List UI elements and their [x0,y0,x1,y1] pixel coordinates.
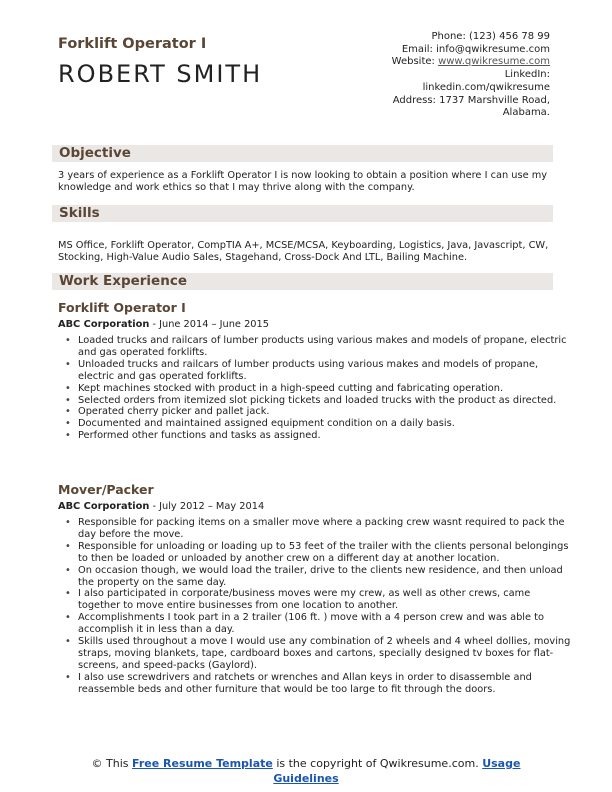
job-1-dates: - June 2014 – June 2015 [149,319,269,330]
skills-text: MS Office, Forklift Operator, CompTIA A+, MCSE/MCSA, Keyboarding, Logistics, Java, Javascript, CW, Stocking, High-Value Audio Sales, Stagehand, Cross-Dock And LTL, Bailing Machine. [58,240,549,263]
list-item: • I also use screwdrivers and ratchets or wrenches and Allan keys in order to disassemble and reassemble beds and other furniture that would be too large to fit through the doors. [78,672,571,696]
list-item: • Skills used throughout a move I would use any combination of 2 wheels and 4 wheel dollies, moving straps, moving blankets, tape, cardboard boxes and cartons, specially designed tv boxes for flat-screens, and speed-packs (Gaylord). [78,636,571,672]
job-1-company: ABC Corporation [58,319,150,330]
contact-linkedin-label: LinkedIn: [504,69,550,81]
list-item: • Kept machines stocked with product in a high-speed cutting and fabricating operation. [78,383,571,395]
usage-guidelines-link[interactable]: Usage Guidelines [273,757,521,785]
job-2-dates: - July 2012 – May 2014 [149,501,265,512]
job-title: Forklift Operator I [58,36,207,52]
list-item: • Responsible for unloading or loading up to 53 feet of the trailer with the clients personal belongings to then be loaded or unloaded by another crew on a different day at another location. [78,541,571,565]
contact-block [310,31,550,120]
contact-address: Address: 1737 Marshville Road, [392,94,550,106]
skills-section-header [52,205,553,222]
list-item: • Loaded trucks and railcars of lumber products using various makes and models of propane, electric and gas operated forklifts. [78,335,571,359]
list-item: • Performed other functions and tasks as assigned. [78,430,571,442]
job-1-title: Forklift Operator I [58,300,186,315]
job-2-company: ABC Corporation [58,501,150,512]
list-item: • Responsible for packing items on a smaller move where a packing crew wasnt required to pack the day before the move. [78,517,571,541]
contact-phone: Phone: (123) 456 78 99 [431,31,550,42]
contact-website: Website: www.qwikresume.com [391,56,550,68]
list-item: • Accomplishments I took part in a 2 trailer (106 ft. ) move with a 4 person crew and was able to accomplish it in less than a day. [78,612,571,636]
objective-text: 3 years of experience as a Forklift Operator I is now looking to obtain a position where I can use my knowledge and work ethics so that I may thrive along with the company. [58,170,548,193]
job-1-meta [58,319,269,330]
job-2-duties [58,517,571,696]
list-item: • Operated cherry picker and pallet jack. [78,406,571,418]
experience-section-header [52,273,553,290]
job-2-title: Mover/Packer [58,482,154,497]
list-item: • On occasion though, we would load the trailer, drive to the clients new residence, and then unload the property on the same day. [78,565,571,589]
objective-section-header [52,145,553,162]
skills-heading: Skills [59,205,100,221]
job-1-duties [58,335,571,442]
website-link[interactable]: www.qwikresume.com [438,56,550,68]
experience-heading: Work Experience [59,273,187,289]
list-item: • Unloaded trucks and railcars of lumber products using various makes and models of propane, electric and gas operated forklifts. [78,359,571,383]
free-resume-template-link[interactable]: Free Resume Template [132,757,273,770]
copyright-footer: © This Free Resume Template is the copyright of Qwikresume.com. Usage Guidelines [91,757,521,785]
candidate-name: ROBERT SMITH [58,60,263,88]
contact-email: Email: info@qwikresume.com [401,43,550,55]
contact-address-line2: Alabama. [502,107,550,119]
job-2-meta [58,501,264,512]
list-item: • Selected orders from itemized slot picking tickets and loaded trucks with the product as directed. [78,395,571,407]
list-item: • I also participated in corporate/business moves were my crew, as well as other crews, came together to move entire businesses from one location to another. [78,588,571,612]
contact-linkedin: linkedin.com/qwikresume [422,81,550,93]
list-item: • Documented and maintained assigned equipment condition on a daily basis. [78,418,571,430]
objective-heading: Objective [59,145,131,161]
